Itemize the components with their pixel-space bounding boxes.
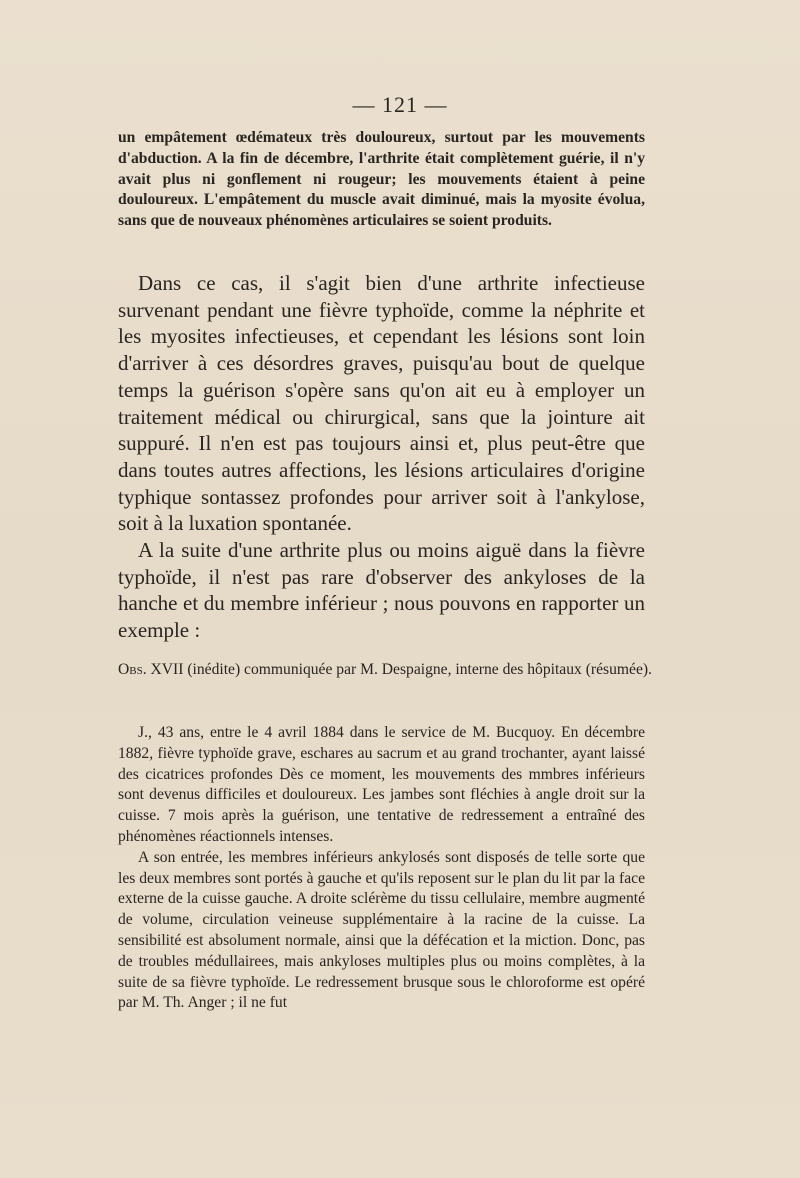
main-text — [118, 270, 645, 644]
paragraph-3: A la suite d'une arthrite plus ou moins aiguë dans la fièvre typhoïde, il n'est pas rare d'observer des ankyloses de la hanche et du membre inférieur ; nous pouvons en rapporter un exemple : — [118, 538, 645, 643]
observation-heading — [118, 660, 665, 681]
case-paragraph-2: A son entrée, les membres inférieurs ankylosés sont disposés de telle sorte que les deux membres sont portés à gauche et qu'ils reposent sur le plan du lit par la face externe de la cuisse gauche. A droite sclérème du tissu cellulaire, membre augmenté de volume, circulation veineuse supplémentaire à la racine de la cuisse. La sensibilité est absolument normale, ainsi que la défécation et la miction. Donc, pas de troubles médullairees, mais ankyloses multiples plus ou moins complètes, à la suite de sa fièvre typhoïde. Le redressement brusque sous le chloroforme est opéré par M. Th. Anger ; il ne fut — [118, 848, 645, 1012]
case-paragraph-1: J., 43 ans, entre le 4 avril 1884 dans le service de M. Bucquoy. En décembre 1882, fièvre typhoïde grave, eschares au sacrum et au grand trochanter, ayant laissé des cicatrices profondes Dès ce moment, les mouvements des mmbres inférieurs sont devenus difficiles et douloureux. Les jambes sont fléchies à angle droit sur la cuisse. 7 mois après la guérison, une tentative de redressement a entraîné des phénomènes réactionnels intenses. — [118, 724, 645, 845]
paragraph-1 — [118, 128, 645, 232]
paragraph-1-text: un empâtement œdémateux très douloureux, surtout par les mouvements d'abduction. A la fin de décembre, l'arthrite était complètement guérie, il n'y avait plus ni gonflement ni rougeur; les mouvements étaient à peine douloureux. L'empâtement du muscle avait diminué, mais la myosite évolua, sans que de nouveaux phénomènes articulaires se soient produits. — [118, 129, 645, 230]
obs-title: XVII (inédite) communiquée par M. Despaigne, interne des hôpitaux (résumée). — [150, 661, 652, 678]
obs-label: Obs. — [118, 661, 147, 678]
paragraph-2: Dans ce cas, il s'agit bien d'une arthrite infectieuse survenant pendant une fièvre typhoïde, comme la néphrite et les myosites infectieuses, et cependant les lésions sont loin d'arriver à ces désordres graves, puisqu'au bout de quelque temps la guérison s'opère sans qu'on ait eu à employer un traitement médical ou chirurgical, sans que la jointure ait suppuré. Il n'en est pas toujours ainsi et, plus peut-être que dans toutes autres affections, les lésions articulaires d'origine typhique sontassez profondes pour arriver soit à l'ankylose, soit à la luxation spontanée. — [118, 271, 645, 536]
page-number: — 121 — — [352, 92, 448, 117]
case-report — [118, 723, 645, 1014]
